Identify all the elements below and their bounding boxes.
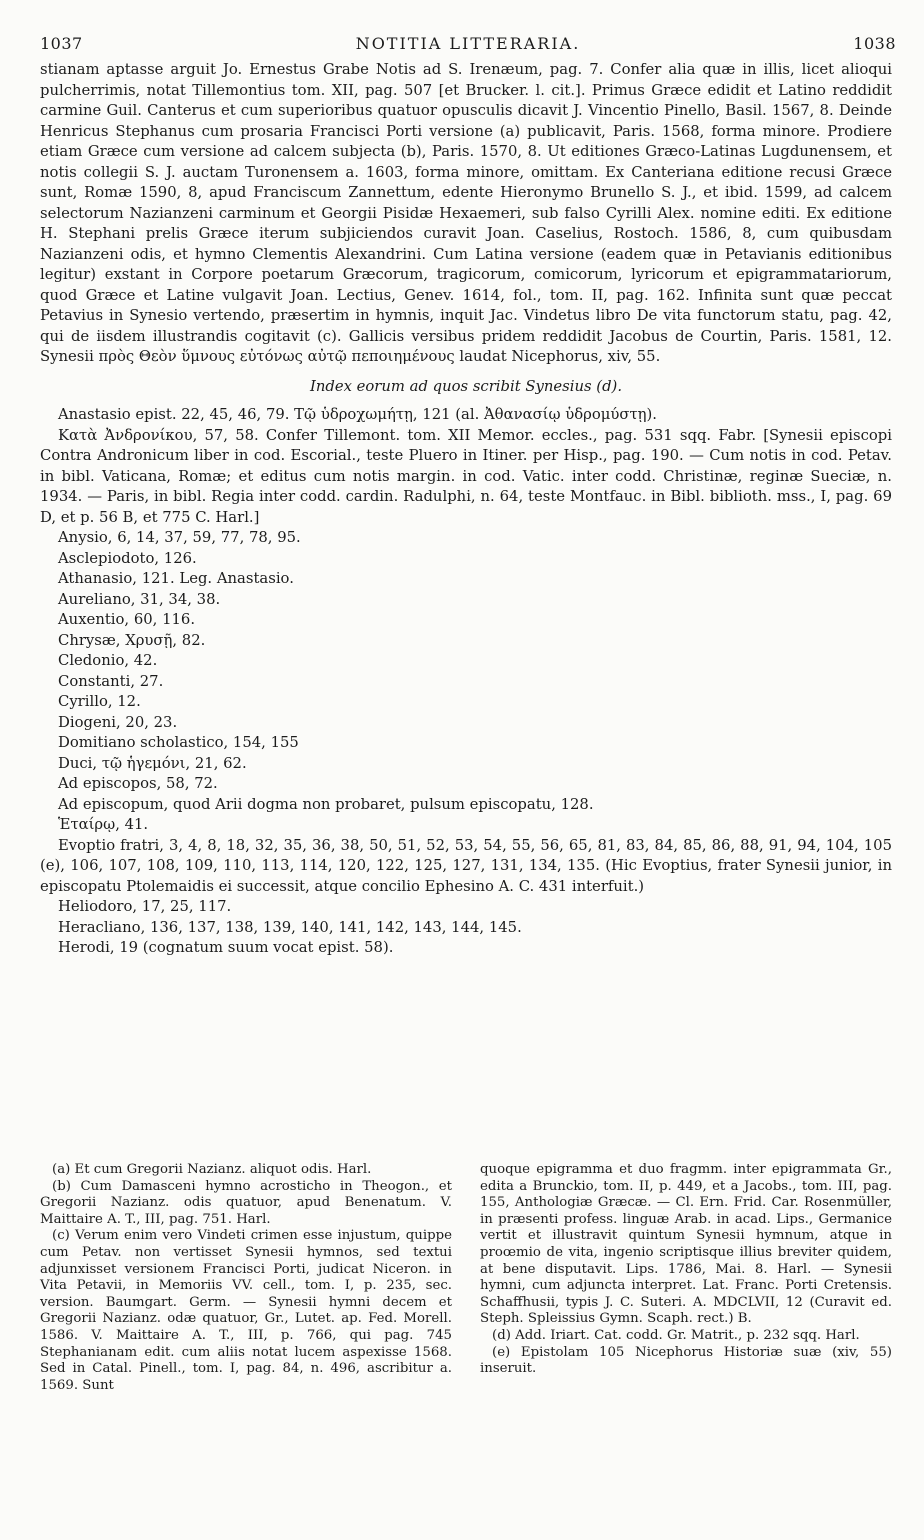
- index-entry: Constanti, 27.: [58, 672, 164, 690]
- footnote-c-continued: quoque epigramma et duo fragmm. inter epigrammata Gr., edita a Brunckio, tom. II, p. 449, et a Jacobs., tom. III, pag. 155, Anthologiæ Græcæ. — Cl. Ern. Frid. Car. Rosenmüller, in præsenti profess. linguæ Arab. in acad. Lips., Germanice vertit et illustravit quintum Synesii hymnum, atque in proœmio de vita, ingenio scriptisque illius breviter quidem, at bene disputavit. Lips. 1786, Mai. 8. Harl. — Synesii hymni, cum adjuncta interpret. Lat. Franc. Porti Cretensis. Schaffhusii, typis J. C. Suteri. A. MDCLVII, 12 (Curavit ed. Steph. Spleissius Gymn. Scaph. rect.) B.: [480, 1162, 892, 1327]
- page-number-left: 1037: [40, 34, 83, 53]
- index-entry: Duci, τῷ ἡγεμόνι, 21, 62.: [58, 754, 247, 772]
- index-entry-anastasio: Anastasio epist. 22, 45, 46, 79. Τῷ ὑδροχωμήτῃ, 121 (al. Ἀθανασίῳ ὑδρομύστῃ).: [58, 406, 657, 423]
- running-head: [40, 34, 896, 56]
- index-entry-kata-andronikou: Κατὰ Ἀνδρονίκου, 57, 58. Confer Tillemont. tom. XII Memor. eccles., pag. 531 sqq. Fabr. [Synesii episcopi Contra Andronicum liber in cod. Escorial., teste Pluero in Itiner. per Hisp., pag. 190. — Cum notis in cod. Petav. in bibl. Vaticana, Romæ; et editus cum notis margin. in cod. Vatic. inter codd. Christinæ, reginæ Sueciæ, n. 1934. — Paris, in bibl. Regia inter codd. cardin. Radulphi, n. 64, teste Montfauc. in Bibl. biblioth. mss., I, pag. 69 D, et p. 56 B, et 775 C. Harl.]: [40, 426, 892, 526]
- index-entry: Asclepiodoto, 126.: [58, 549, 197, 567]
- index-entry: Herodi, 19 (cognatum suum vocat epist. 58).: [58, 939, 394, 956]
- index-entry: Heliodoro, 17, 25, 117.: [58, 898, 232, 915]
- index-entry: Cyrillo, 12.: [58, 693, 141, 710]
- index-entry: Diogeni, 20, 23.: [58, 713, 178, 731]
- index-entry-evoptio: Evoptio fratri, 3, 4, 8, 18, 32, 35, 36, 38, 50, 51, 52, 53, 54, 55, 56, 65, 81, 83, 84, 85, 86, 88, 91, 94, 104, 105 (e), 106, 107, 108, 109, 110, 113, 114, 120, 122, 125, 127, 131, 134, 135. (Hic Evoptius, frater Synesii junior, in episcopatu Ptolemaidis ei successit, atque concilio Ephesino A. C. 431 interfuit.): [40, 836, 892, 895]
- index-entry: Ad episcopum, quod Arii dogma non probaret, pulsum episcopatu, 128.: [58, 795, 594, 813]
- footnote-e: (e) Epistolam 105 Nicephorus Historiæ suæ (xiv, 55) inseruit.: [480, 1344, 892, 1377]
- index-entry: Chrysæ, Χρυσῇ, 82.: [58, 631, 206, 649]
- footnotes: [40, 1162, 892, 1394]
- index-entry: Heracliano, 136, 137, 138, 139, 140, 141, 142, 143, 144, 145.: [58, 918, 522, 936]
- running-title: NOTITIA LITTERARIA.: [355, 34, 581, 53]
- index-entry: Aureliano, 31, 34, 38.: [58, 590, 221, 608]
- footnote-c: (c) Verum enim vero Vindeti crimen esse injustum, quippe cum Petav. non vertisset Synesii hymnos, sed textui adjunxisset versionem Francisci Porti, judicat Niceron. in Vita Petavii, in Memoriis VV. cell., tom. I, p. 235, sec. version. Baumgart. Germ. — Synesii hymni decem et Gregorii Nazianz. odæ quatuor, Gr., Lutet. ap. Fed. Morell. 1586. V. Maittaire A. T., III, p. 766, qui pag. 745 Stephanianam edit. cum aliis notat lucem aspexisse 1568. Sed in Catal. Pinell., tom. I, pag. 84, n. 496, ascribitur a. 1569. Sunt: [40, 1228, 452, 1393]
- footnote-b: (b) Cum Damasceni hymno acrosticho in Theogon., et Gregorii Nazianz. odis quatuor, apud Benenatum. V. Maittaire A. T., III, pag. 751. Harl.: [40, 1178, 452, 1227]
- index-entry: Anysio, 6, 14, 37, 59, 77, 78, 95.: [58, 529, 301, 546]
- index-entry: Ad episcopos, 58, 72.: [58, 775, 218, 792]
- main-text: [40, 60, 892, 959]
- paragraph-editions: stianam aptasse arguit Jo. Ernestus Grabe Notis ad S. Irenæum, pag. 7. Confer alia quæ in illis, licet alioqui pulcherrimis, notat Tillemontius tom. XII, pag. 507 [et Brucker. l. cit.]. Primus Græce edidit et Latino reddidit carmine Guil. Canterus et cum superioribus quatuor opusculis dicavit J. Vincentio Pinello, Basil. 1567, 8. Deinde Henricus Stephanus cum prosaria Francisci Porti versione (a) publicavit, Paris. 1568, forma minore. Prodiere etiam Græce cum versione ad calcem subjecta (b), Paris. 1570, 8. Ut editiones Græco-Latinas Lugdunensem, et notis collegii S. J. auctam Turonensem a. 1603, forma minore, omittam. Ex Canteriana editione recusi Græce sunt, Romæ 1590, 8, apud Franciscum Zannettum, edente Hieronymo Brunello S. J., et ibid. 1599, ad calcem selectorum Nazianzeni carminum et Georgii Pisidæ Hexaemeri, sub falso Cyrilli Alex. nomine editi. Ex editione H. Stephani prelis Græce iterum subjiciendos curavit Joan. Caselius, Rostoch. 1586, 8, cum quibusdam Nazianzeni odis, et hymno Clementis Alexandrini. Cum Latina versione (eadem quæ in Petavianis editionibus legitur) exstant in Corpore poetarum Græcorum, tragicorum, comicorum, lyricorum et epigrammatariorum, quod Græce et Latine vulgavit Joan. Lectius, Genev. 1614, fol., tom. II, pag. 162. Infinita sunt quæ peccat Petavius in Synesio vertendo, præsertim in hymnis, inquit Jac. Vindetus libro De vita functorum statu, pag. 42, qui de iisdem illustrandis cogitavit (c). Gallicis versibus pridem reddidit Jacobus de Courtin, Paris. 1581, 12. Synesii πρὸς Θεὸν ὕμνους εὐτόνως αὐτῷ πεποιημένους laudat Nicephorus, xiv, 55.: [40, 61, 892, 365]
- index-entry: Domitiano scholastico, 154, 155: [58, 734, 299, 751]
- index-entry: Cledonio, 42.: [58, 652, 158, 669]
- page-number-right: 1038: [853, 34, 896, 53]
- index-entry: Ἑταίρῳ, 41.: [58, 816, 149, 833]
- index-entry: Athanasio, 121. Leg. Anastasio.: [58, 570, 294, 587]
- footnote-column-left: [40, 1162, 452, 1394]
- index-heading: Index eorum ad quos scribit Synesius (d).: [309, 377, 623, 395]
- index-entry: Auxentio, 60, 116.: [58, 611, 196, 628]
- footnote-column-right: [480, 1162, 892, 1394]
- footnote-a: (a) Et cum Gregorii Nazianz. aliquot odis. Harl.: [52, 1162, 372, 1177]
- footnote-d: (d) Add. Iriart. Cat. codd. Gr. Matrit., p. 232 sqq. Harl.: [492, 1327, 860, 1343]
